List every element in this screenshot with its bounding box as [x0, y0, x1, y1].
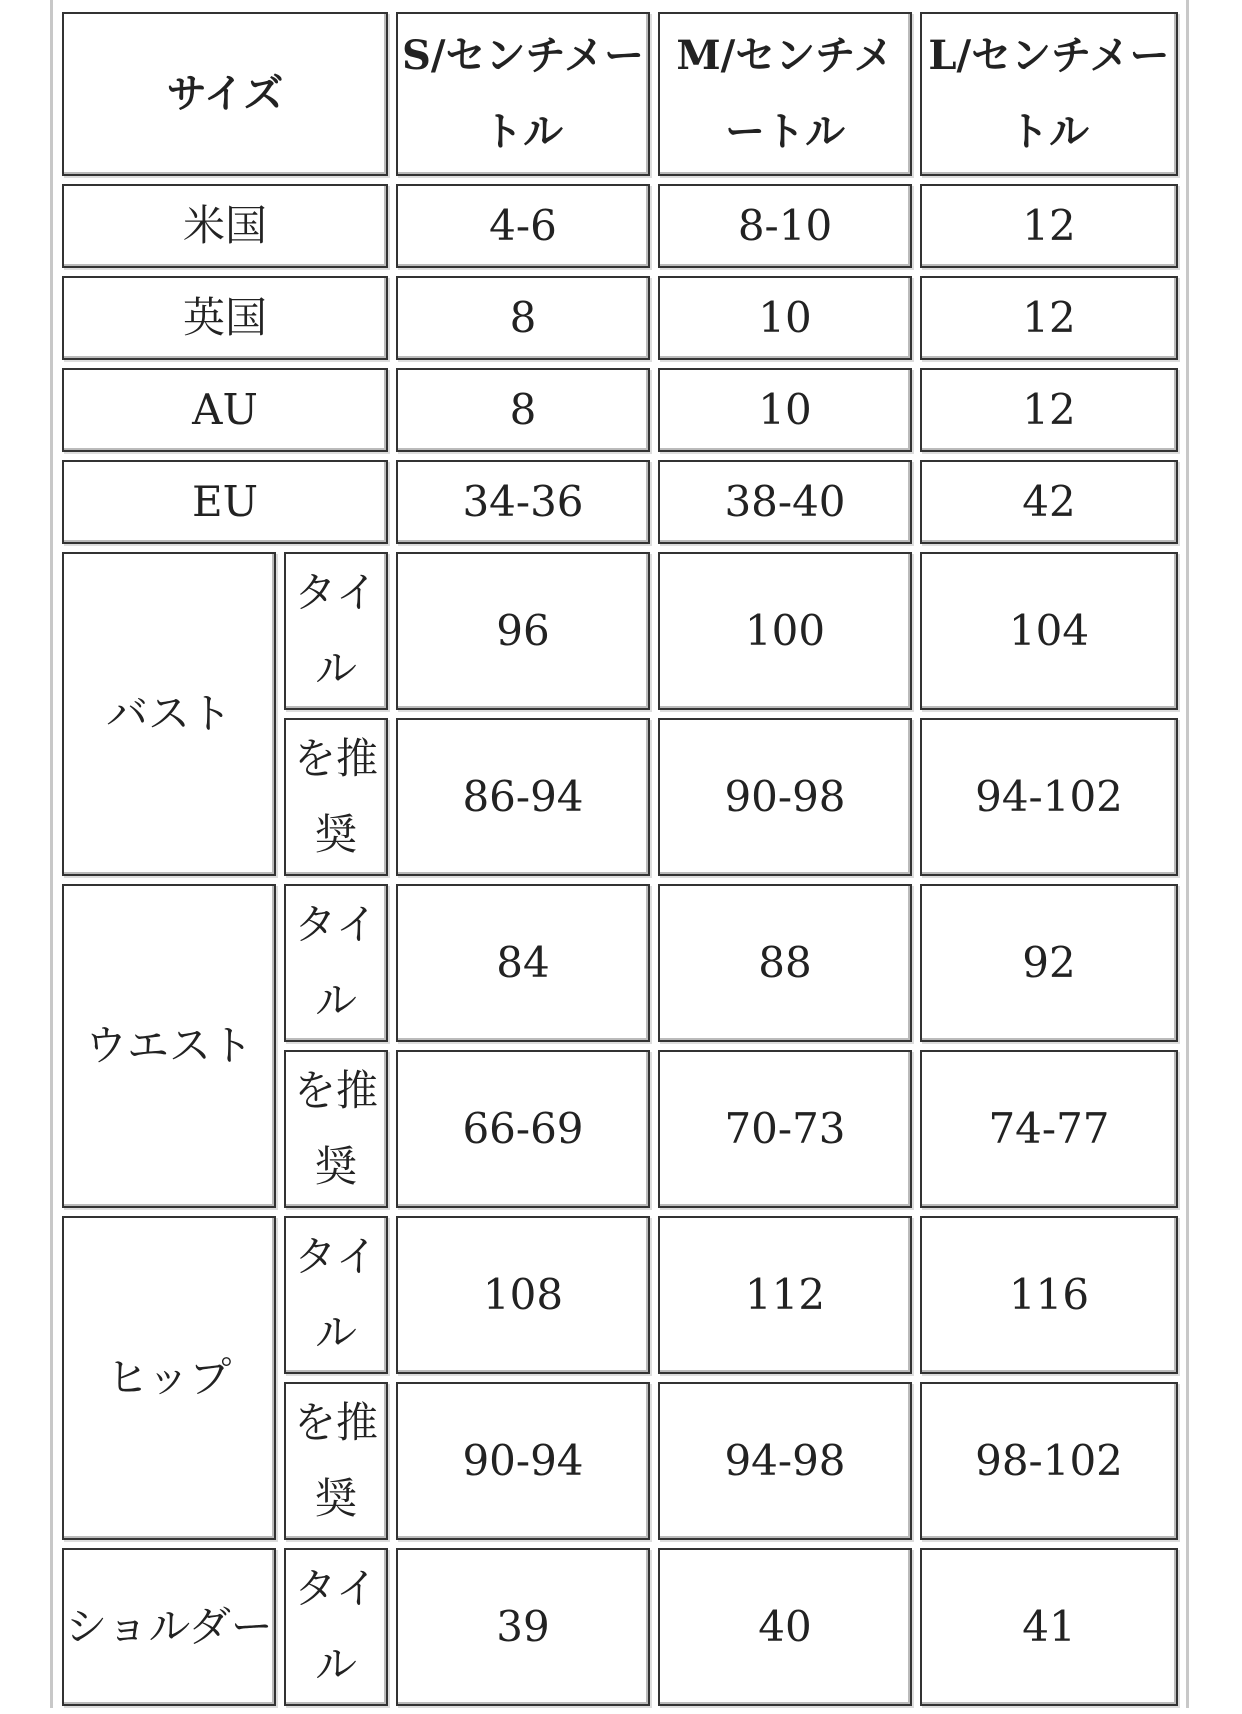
cell-m: 38-40	[658, 460, 912, 544]
cell-l: 41	[920, 1548, 1178, 1706]
sub-label: を推奨	[284, 1050, 388, 1208]
row-label: EU	[62, 460, 388, 544]
sub-label: タイル	[284, 552, 388, 710]
cell-s: 34-36	[396, 460, 650, 544]
header-l-cm: L/センチメートル	[920, 12, 1178, 176]
table-row-au	[62, 368, 1178, 452]
table-row-us	[62, 184, 1178, 268]
cell-s: 39	[396, 1548, 650, 1706]
sub-label: タイル	[284, 1216, 388, 1374]
table-row-eu	[62, 460, 1178, 544]
table-row-shoulder-tile	[62, 1548, 1178, 1706]
table-row-uk	[62, 276, 1178, 360]
cell-l: 98-102	[920, 1382, 1178, 1540]
row-label: AU	[62, 368, 388, 452]
cell-m: 40	[658, 1548, 912, 1706]
table-row-bust-tile	[62, 552, 1178, 710]
cell-m: 112	[658, 1216, 912, 1374]
cell-m: 8-10	[658, 184, 912, 268]
group-label-hip: ヒップ	[62, 1216, 276, 1540]
table-row-hip-tile	[62, 1216, 1178, 1374]
cell-l: 42	[920, 460, 1178, 544]
cell-s: 90-94	[396, 1382, 650, 1540]
cell-l: 74-77	[920, 1050, 1178, 1208]
cell-s: 66-69	[396, 1050, 650, 1208]
cell-m: 10	[658, 276, 912, 360]
cell-m: 88	[658, 884, 912, 1042]
cell-m: 90-98	[658, 718, 912, 876]
cell-s: 108	[396, 1216, 650, 1374]
row-label: 英国	[62, 276, 388, 360]
sub-label: タイル	[284, 1548, 388, 1706]
sub-label: を推奨	[284, 718, 388, 876]
header-m-cm: M/センチメートル	[658, 12, 912, 176]
cell-l: 12	[920, 184, 1178, 268]
page-border-left	[50, 0, 53, 1708]
cell-m: 100	[658, 552, 912, 710]
group-label-shoulder: ショルダー	[62, 1548, 276, 1706]
cell-m: 10	[658, 368, 912, 452]
page-border-right	[1186, 0, 1189, 1708]
group-label-waist: ウエスト	[62, 884, 276, 1208]
cell-s: 8	[396, 368, 650, 452]
cell-l: 94-102	[920, 718, 1178, 876]
row-label: 米国	[62, 184, 388, 268]
group-label-bust: バスト	[62, 552, 276, 876]
cell-l: 12	[920, 368, 1178, 452]
sub-label: タイル	[284, 884, 388, 1042]
cell-l: 104	[920, 552, 1178, 710]
cell-s: 96	[396, 552, 650, 710]
cell-l: 12	[920, 276, 1178, 360]
cell-m: 94-98	[658, 1382, 912, 1540]
sub-label: を推奨	[284, 1382, 388, 1540]
cell-m: 70-73	[658, 1050, 912, 1208]
table-header-row	[62, 12, 1178, 176]
cell-s: 8	[396, 276, 650, 360]
cell-l: 116	[920, 1216, 1178, 1374]
size-chart-table	[54, 4, 1186, 1714]
table-row-waist-tile	[62, 884, 1178, 1042]
cell-l: 92	[920, 884, 1178, 1042]
cell-s: 86-94	[396, 718, 650, 876]
cell-s: 4-6	[396, 184, 650, 268]
header-s-cm: S/センチメートル	[396, 12, 650, 176]
cell-s: 84	[396, 884, 650, 1042]
header-size: サイズ	[62, 12, 388, 176]
